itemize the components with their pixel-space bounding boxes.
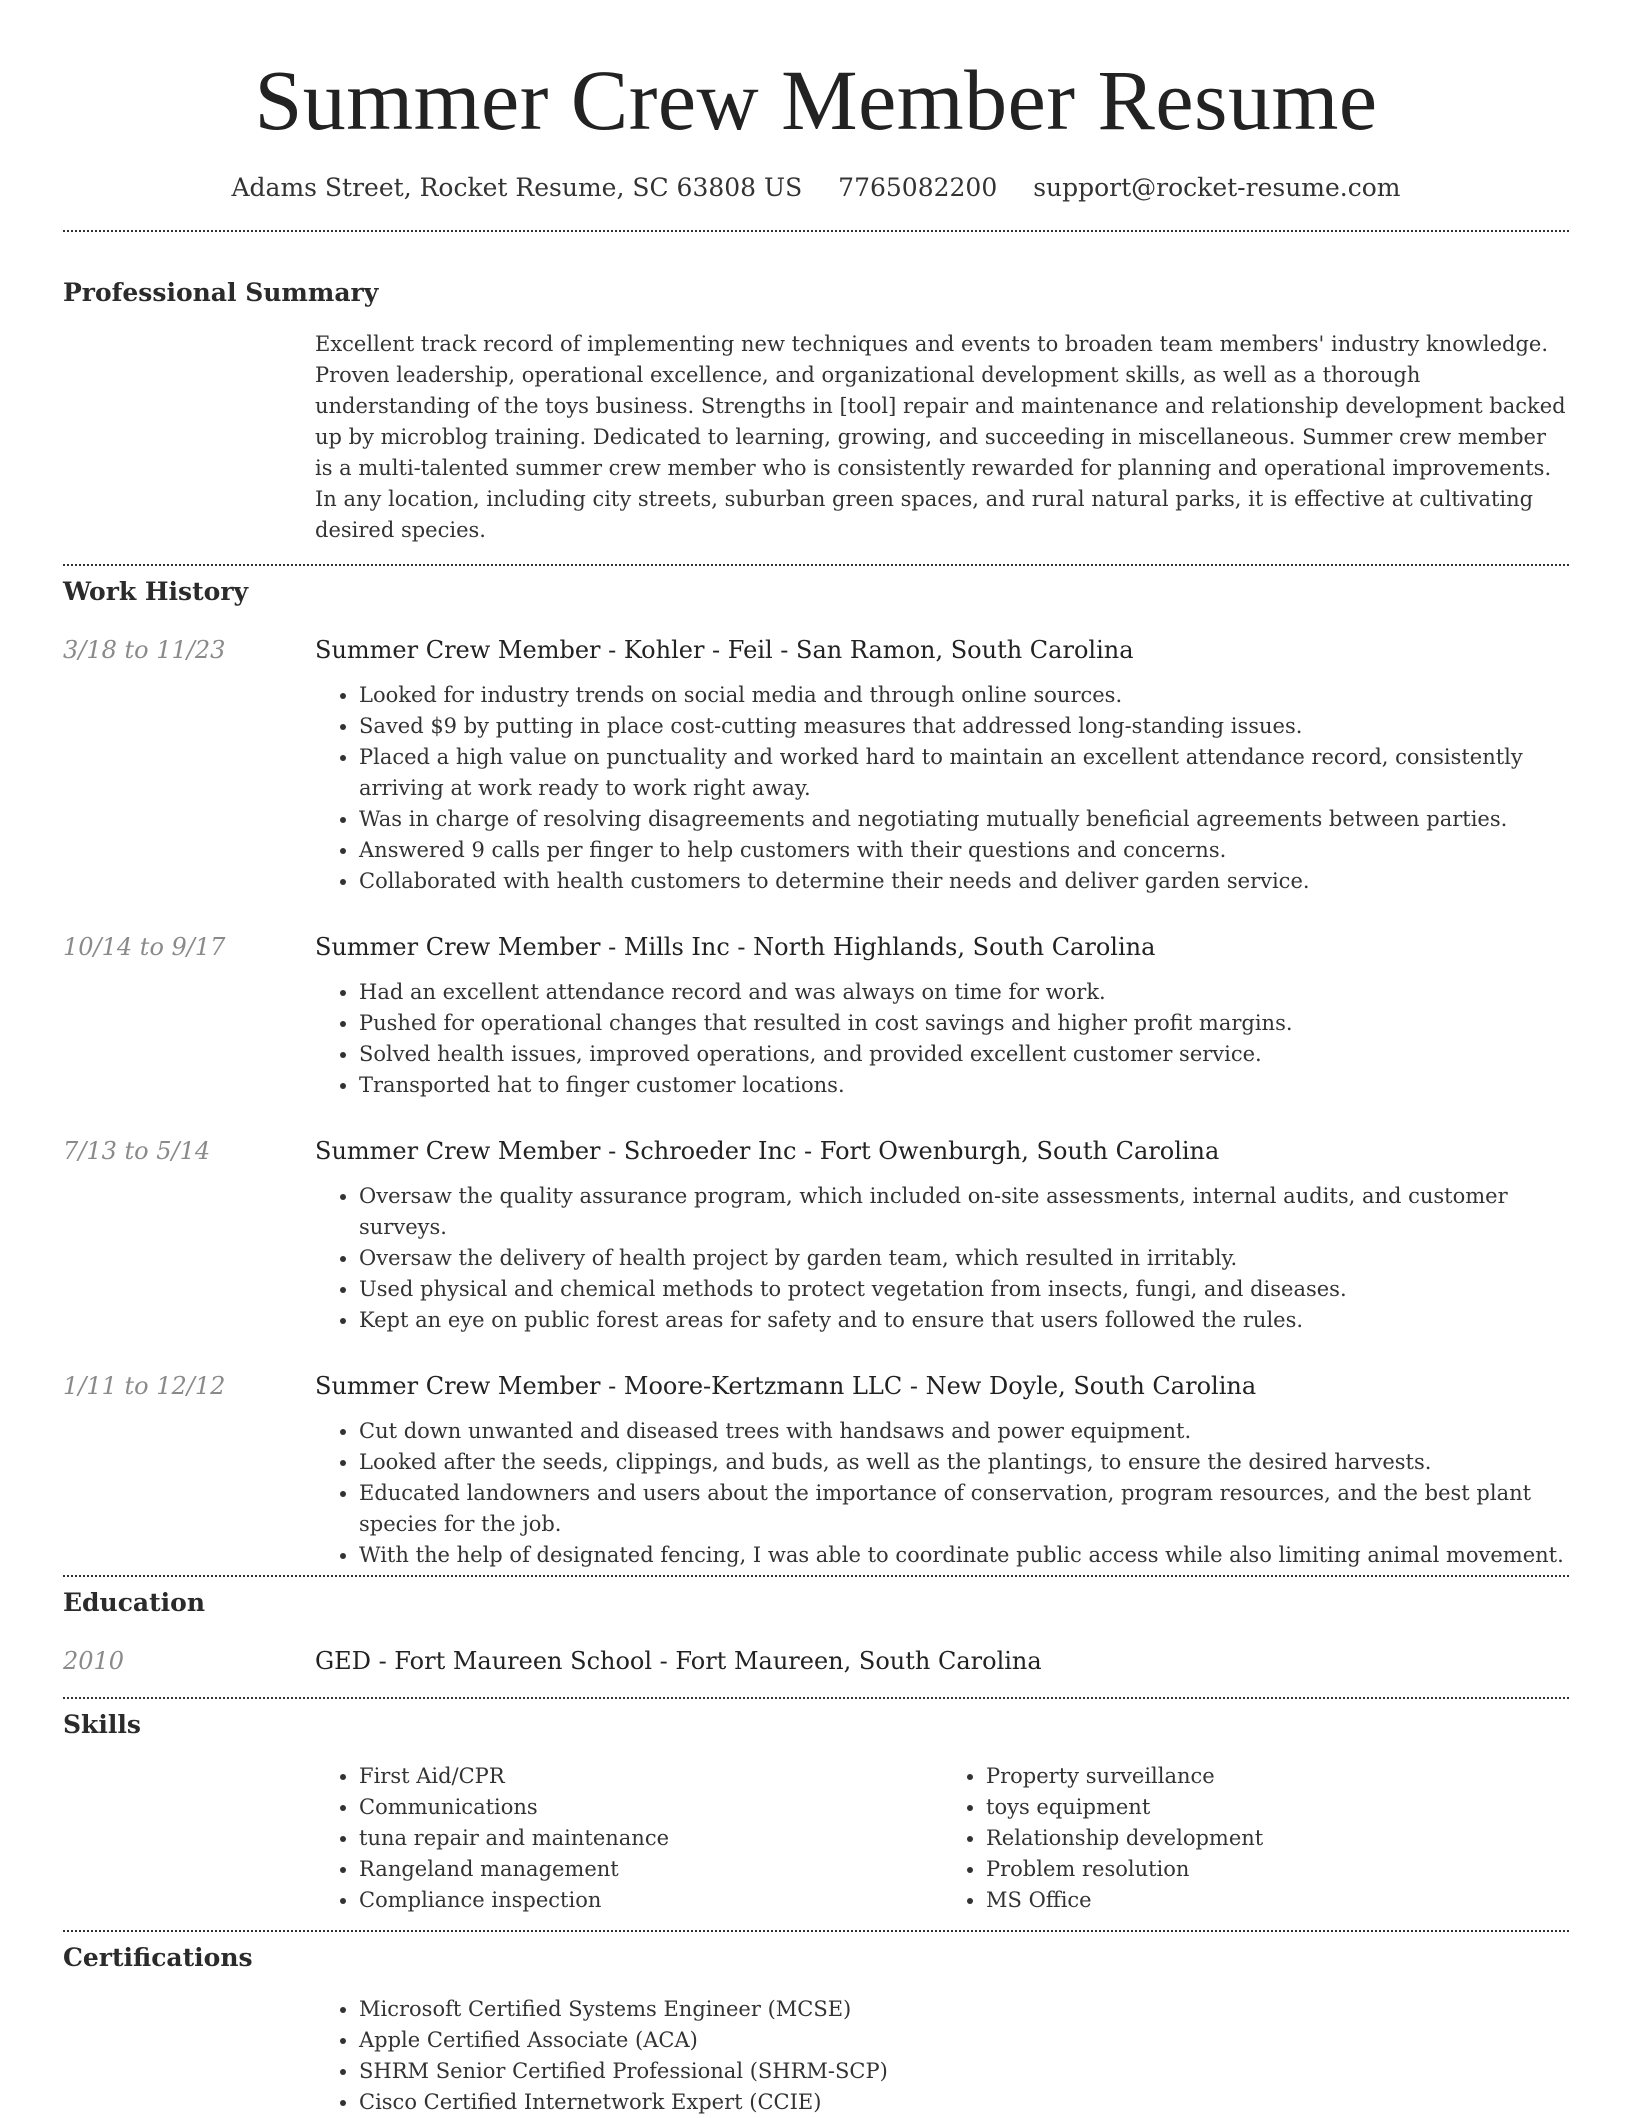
certifications-heading: Certifications [63, 1943, 253, 1972]
contact-email: support@rocket-resume.com [1033, 173, 1401, 202]
summary-section [0, 277, 1632, 546]
job-title: Summer Crew Member - Moore-Kertzmann LLC - New Doyle, South Carolina [315, 1372, 1257, 1400]
job-bullet: • Had an excellent attendance record and was always on time for work. [359, 977, 1569, 1008]
job-bullet: • Was in charge of resolving disagreements and negotiating mutually beneficial agreements between parties. [359, 804, 1569, 835]
divider [63, 230, 1569, 232]
skills-list-right [942, 1761, 1569, 1916]
education-title: GED - Fort Maureen School - Fort Maureen, South Carolina [315, 1647, 1042, 1675]
job-bullet: • Pushed for operational changes that resulted in cost savings and higher profit margins. [359, 1008, 1569, 1039]
job-entry [63, 931, 1569, 1101]
job-bullets [315, 1181, 1569, 1336]
resume-title: Summer Crew Member Resume [254, 52, 1378, 148]
job-bullet: • Saved $9 by putting in place cost-cutting measures that addressed long-standing issues. [359, 711, 1569, 742]
job-bullet: • Transported hat to finger customer locations. [359, 1070, 1569, 1101]
certification-item: • Microsoft Certified Systems Engineer (MCSE) [359, 1994, 1569, 2025]
contact-phone: 7765082200 [838, 173, 998, 202]
skill-item: • Compliance inspection [359, 1885, 942, 1916]
job-date: 7/13 to 5/14 [63, 1137, 211, 1165]
summary-text: Excellent track record of implementing new techniques and events to broaden team members' industry knowledge. Proven leadership, operational excellence, and organizational development skills, as well as a thorough understanding of the toys business. Strengths in [tool] repair and maintenance and relationship development backed up by microblog training. Dedicated to learning, growing, and succeeding in miscellaneous. Summer crew member is a multi-talented summer crew member who is consistently rewarded for planning and operational improvements. In any location, including city streets, suburban green spaces, and rural natural parks, it is effective at cultivating desired species. [315, 332, 1566, 542]
education-heading: Education [63, 1588, 206, 1617]
skill-item: • First Aid/CPR [359, 1761, 942, 1792]
job-title: Summer Crew Member - Schroeder Inc - Fort Owenburgh, South Carolina [315, 1137, 1220, 1165]
summary-heading: Professional Summary [63, 278, 379, 307]
work-heading: Work History [63, 577, 249, 606]
job-bullet: • Kept an eye on public forest areas for safety and to ensure that users followed the rules. [359, 1305, 1569, 1336]
education-entry [63, 1645, 1569, 1677]
job-title: Summer Crew Member - Kohler - Feil - San Ramon, South Carolina [315, 636, 1134, 664]
skills-columns [315, 1761, 1569, 1916]
job-bullet: • Used physical and chemical methods to protect vegetation from insects, fungi, and diseases. [359, 1274, 1569, 1305]
job-entry [63, 1135, 1569, 1336]
job-entry [63, 1370, 1569, 1571]
skill-item: • toys equipment [986, 1792, 1569, 1823]
job-entry [63, 634, 1569, 897]
job-bullet: • Looked after the seeds, clippings, and buds, as well as the plantings, to ensure the desired harvests. [359, 1447, 1569, 1478]
job-bullet: • With the help of designated fencing, I was able to coordinate public access while also limiting animal movement. [359, 1540, 1569, 1571]
certifications-section [0, 1942, 1632, 2118]
job-bullet: • Solved health issues, improved operations, and provided excellent customer service. [359, 1039, 1569, 1070]
education-date: 2010 [63, 1647, 125, 1675]
job-bullets [315, 1416, 1569, 1571]
skills-section [0, 1709, 1632, 1916]
job-bullet: • Collaborated with health customers to determine their needs and deliver garden service. [359, 866, 1569, 897]
divider [63, 1697, 1569, 1699]
skill-item: • Communications [359, 1792, 942, 1823]
contact-line [0, 172, 1632, 204]
work-section [0, 576, 1632, 1571]
job-bullet: • Oversaw the delivery of health project by garden team, which resulted in irritably. [359, 1243, 1569, 1274]
job-bullet: • Answered 9 calls per finger to help customers with their questions and concerns. [359, 835, 1569, 866]
certification-item: • SHRM Senior Certified Professional (SHRM-SCP) [359, 2056, 1569, 2087]
education-section [0, 1587, 1632, 1677]
job-title: Summer Crew Member - Mills Inc - North Highlands, South Carolina [315, 933, 1156, 961]
job-bullet: • Looked for industry trends on social media and through online sources. [359, 680, 1569, 711]
skill-item: • tuna repair and maintenance [359, 1823, 942, 1854]
divider [63, 564, 1569, 566]
divider [63, 1575, 1569, 1577]
skill-item: • Rangeland management [359, 1854, 942, 1885]
certification-item: • Cisco Certified Internetwork Expert (CCIE) [359, 2087, 1569, 2118]
job-bullet: • Oversaw the quality assurance program, which included on-site assessments, internal audits, and customer surveys. [359, 1181, 1569, 1243]
skills-list-left [315, 1761, 942, 1916]
job-date: 10/14 to 9/17 [63, 933, 226, 961]
certifications-list [315, 1994, 1569, 2118]
skill-item: • Relationship development [986, 1823, 1569, 1854]
job-bullets [315, 680, 1569, 897]
skill-item: • MS Office [986, 1885, 1569, 1916]
job-bullet: • Educated landowners and users about the importance of conservation, program resources, and the best plant species for the job. [359, 1478, 1569, 1540]
job-date: 3/18 to 11/23 [63, 636, 226, 664]
job-date: 1/11 to 12/12 [63, 1372, 226, 1400]
job-bullet: • Placed a high value on punctuality and worked hard to maintain an excellent attendance record, consistently arriving at work ready to work right away. [359, 742, 1569, 804]
contact-address: Adams Street, Rocket Resume, SC 63808 US [231, 173, 803, 202]
skills-heading: Skills [63, 1710, 141, 1739]
divider [63, 1930, 1569, 1932]
job-bullet: • Cut down unwanted and diseased trees with handsaws and power equipment. [359, 1416, 1569, 1447]
certification-item: • Apple Certified Associate (ACA) [359, 2025, 1569, 2056]
skill-item: • Problem resolution [986, 1854, 1569, 1885]
skill-item: • Property surveillance [986, 1761, 1569, 1792]
job-bullets [315, 977, 1569, 1101]
